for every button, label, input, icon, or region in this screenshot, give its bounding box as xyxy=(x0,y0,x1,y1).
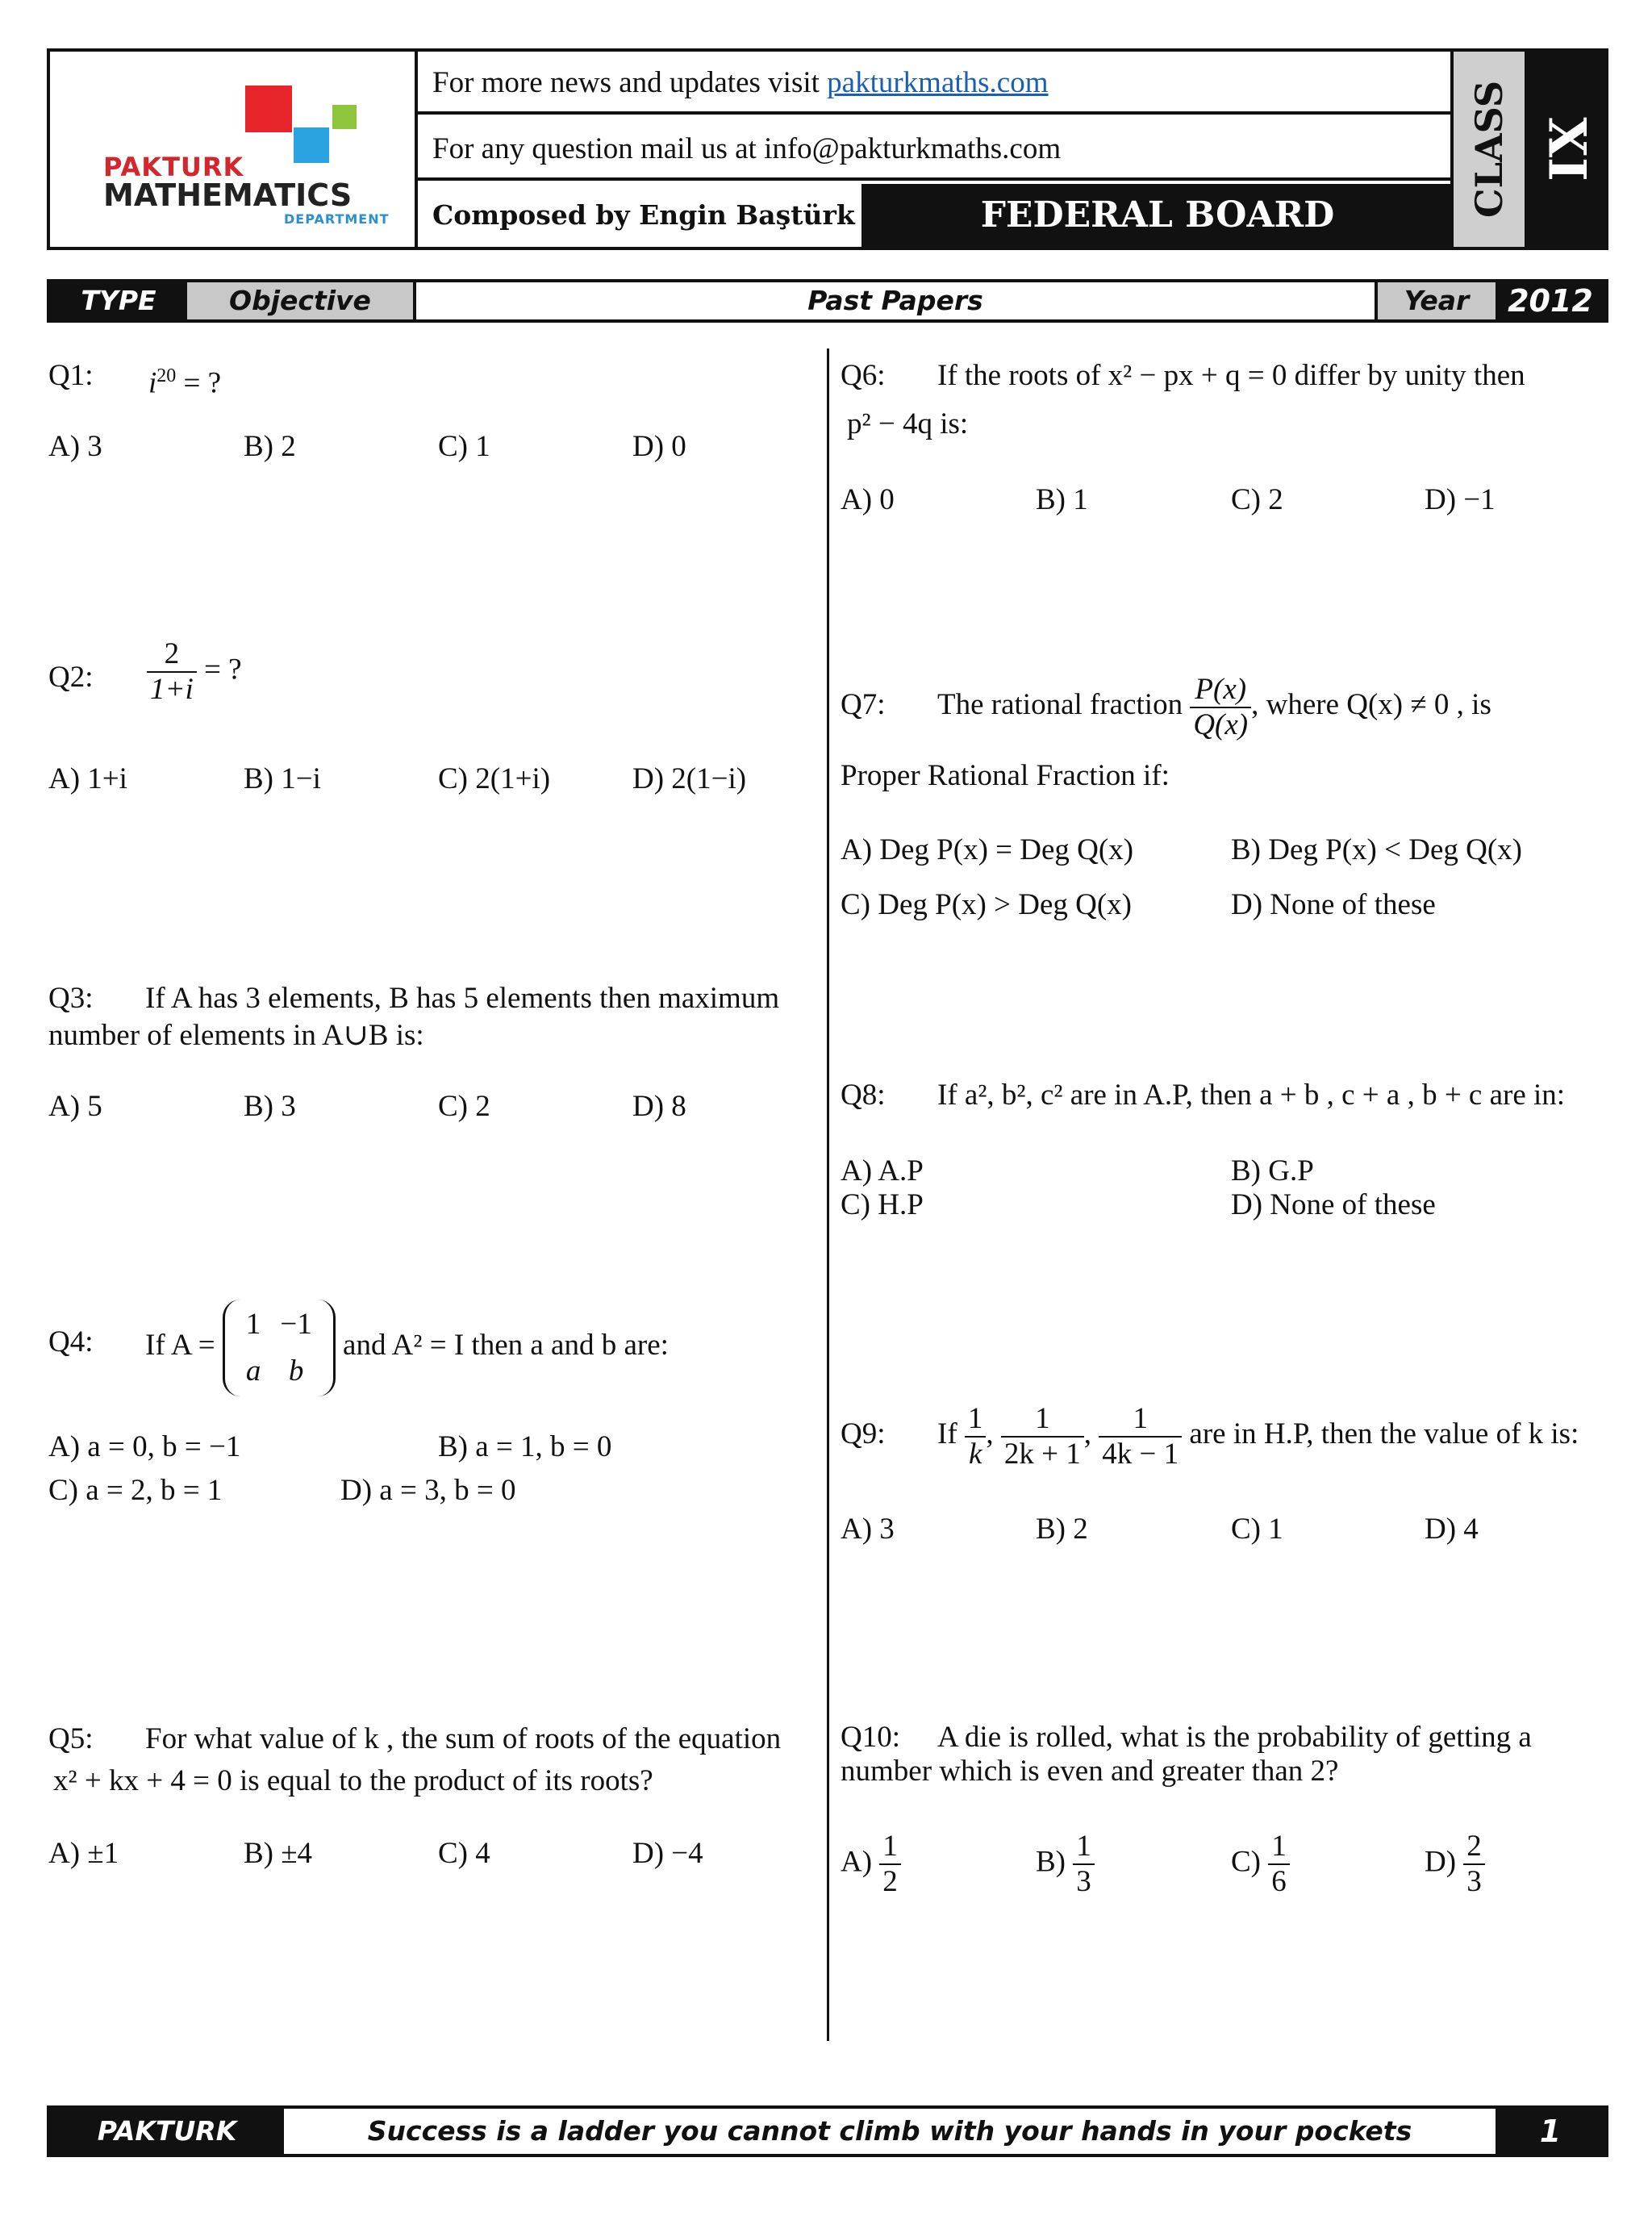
q7-line2: Proper Rational Fraction if: xyxy=(841,759,1170,792)
q9-option-c[interactable]: C) 1 xyxy=(1231,1513,1283,1546)
q2-option-b[interactable]: B) 1−i xyxy=(244,762,321,795)
q1-option-b[interactable]: B) 2 xyxy=(244,430,296,463)
news-row xyxy=(418,52,1450,115)
class-label: CLASS xyxy=(1467,80,1511,219)
q4-option-d[interactable]: D) a = 3, b = 0 xyxy=(340,1474,516,1507)
board-title: FEDERAL BOARD xyxy=(865,184,1450,247)
q3-label: Q3: xyxy=(48,982,94,1015)
q5-option-d[interactable]: D) −4 xyxy=(632,1837,703,1870)
q7-option-a[interactable]: A) Deg P(x) = Deg Q(x) xyxy=(841,833,1134,866)
q8-option-c[interactable]: C) H.P xyxy=(841,1188,924,1221)
year-label: Year xyxy=(1375,282,1496,319)
type-bar xyxy=(47,279,1608,323)
q8-label: Q8: xyxy=(841,1079,886,1112)
q2-label: Q2: xyxy=(48,661,94,694)
logo-text-pakturk: PAKTURK xyxy=(103,152,244,182)
logo-text-mathematics: MATHEMATICS xyxy=(103,177,353,213)
page-footer xyxy=(47,2105,1608,2157)
q10-line1: A die is rolled, what is the probability of getting a xyxy=(937,1721,1532,1754)
type-center: Past Papers xyxy=(807,285,983,316)
q2-option-d[interactable]: D) 2(1−i) xyxy=(632,762,747,795)
logo-green-square xyxy=(332,105,357,129)
logo-red-square xyxy=(245,86,292,132)
q5-option-a[interactable]: A) ±1 xyxy=(48,1837,119,1870)
q5-line1: For what value of k , the sum of roots of the equation xyxy=(145,1722,782,1755)
q10-line2: number which is even and greater than 2? xyxy=(841,1755,1339,1788)
q10-option-c[interactable]: C) $\frac{1}{6}$ xyxy=(1231,1830,1290,1899)
q1-option-d[interactable]: D) 0 xyxy=(632,430,686,463)
header-info xyxy=(418,52,1450,247)
page-number: 1 xyxy=(1496,2109,1605,2154)
class-value: XI xyxy=(1536,117,1597,182)
q9-option-d[interactable]: D) 4 xyxy=(1425,1513,1479,1546)
q1-label: Q1: xyxy=(48,359,94,392)
q5-label: Q5: xyxy=(48,1722,94,1755)
logo xyxy=(50,52,418,247)
q5-option-c[interactable]: C) 4 xyxy=(438,1837,490,1870)
q4-label: Q4: xyxy=(48,1325,94,1358)
q8-line1: If a², b², c² are in A.P, then a + b , c + a , b + c are in: xyxy=(937,1079,1566,1112)
q10-option-d[interactable]: D) $\frac{2}{3}$ xyxy=(1425,1830,1485,1899)
q4-option-c[interactable]: C) a = 2, b = 1 xyxy=(48,1474,223,1507)
q3-option-b[interactable]: B) 3 xyxy=(244,1090,296,1123)
q10-option-a[interactable]: A) $\frac{1}{2}$ xyxy=(841,1830,901,1899)
news-link[interactable]: pakturkmaths.com xyxy=(827,66,1049,99)
q4-option-b[interactable]: B) a = 1, b = 0 xyxy=(438,1430,612,1463)
news-text: For more news and updates visit xyxy=(432,66,828,99)
q3-line2: number of elements in A∪B is: xyxy=(48,1019,424,1052)
composed-by: Composed by Engin Baştürk xyxy=(418,184,865,247)
q10-label: Q10: xyxy=(841,1721,900,1754)
mail-row xyxy=(418,118,1450,181)
q2-option-a[interactable]: A) 1+i xyxy=(48,762,127,795)
column-divider xyxy=(827,348,829,2041)
q6-option-d[interactable]: D) −1 xyxy=(1425,483,1496,516)
q8-option-b[interactable]: B) G.P xyxy=(1231,1154,1314,1187)
q9-stem: If $\frac{1}{k}$ , $\frac{1}{2k + 1}$ , $\frac{1}{4k - 1}$ are in H.P, then the value of k is: xyxy=(937,1401,1579,1471)
type-label: TYPE xyxy=(50,282,187,319)
q3-option-c[interactable]: C) 2 xyxy=(438,1090,490,1123)
q4-stem: If A = 1 −1 a b and A² = I then a and b are: xyxy=(145,1297,669,1396)
q8-option-a[interactable]: A) A.P xyxy=(841,1154,924,1187)
q10-option-b[interactable]: B) $\frac{1}{3}$ xyxy=(1036,1830,1095,1899)
q7-fraction: $\frac{P(x)}{Q(x)}$ xyxy=(1190,673,1251,742)
q2-stem: $\frac{2}{1+i}$ = ? xyxy=(147,637,242,707)
q4-matrix: 1 −1 a b xyxy=(223,1300,336,1396)
q6-label: Q6: xyxy=(841,359,886,392)
class-value-cell xyxy=(1528,52,1605,247)
logo-text-department: DEPARTMENT xyxy=(284,211,390,227)
q4-option-a[interactable]: A) a = 0, b = −1 xyxy=(48,1430,241,1463)
q7-label: Q7: xyxy=(841,688,886,721)
q9-option-b[interactable]: B) 2 xyxy=(1036,1513,1088,1546)
q7-option-c[interactable]: C) Deg P(x) > Deg Q(x) xyxy=(841,888,1132,921)
q1-option-c[interactable]: C) 1 xyxy=(438,430,490,463)
q7-option-b[interactable]: B) Deg P(x) < Deg Q(x) xyxy=(1231,833,1522,866)
q3-option-a[interactable]: A) 5 xyxy=(48,1090,102,1123)
composed-row xyxy=(418,184,1450,247)
q1-option-a[interactable]: A) 3 xyxy=(48,430,102,463)
q3-option-d[interactable]: D) 8 xyxy=(632,1090,686,1123)
year-value: 2012 xyxy=(1496,282,1605,319)
q9-label: Q9: xyxy=(841,1417,886,1450)
q5-line2: x² + kx + 4 = 0 is equal to the product of its roots? xyxy=(53,1764,653,1797)
q7-stem: The rational fraction $\frac{P(x)}{Q(x)}$ , where Q(x) ≠ 0 , is xyxy=(937,672,1491,741)
mail-text: For any question mail us at info@pakturkmaths.com xyxy=(432,132,1062,165)
page-header xyxy=(47,48,1608,250)
footer-brand: PAKTURK xyxy=(50,2109,284,2154)
q5-option-b[interactable]: B) ±4 xyxy=(244,1837,313,1870)
q6-option-a[interactable]: A) 0 xyxy=(841,483,895,516)
q6-line2: p² − 4q is: xyxy=(847,407,969,440)
q7-option-d[interactable]: D) None of these xyxy=(1231,888,1436,921)
logo-blue-square xyxy=(294,127,329,163)
class-label-cell xyxy=(1450,52,1528,247)
footer-motto: Success is a ladder you cannot climb with your hands in your pockets xyxy=(367,2115,1412,2147)
q8-option-d[interactable]: D) None of these xyxy=(1231,1188,1436,1221)
q1-stem: $i^{20}$ = ? xyxy=(148,365,222,400)
q2-option-c[interactable]: C) 2(1+i) xyxy=(438,762,551,795)
q6-line1: If the roots of x² − px + q = 0 differ by unity then xyxy=(937,359,1525,392)
q6-option-b[interactable]: B) 1 xyxy=(1036,483,1088,516)
q6-option-c[interactable]: C) 2 xyxy=(1231,483,1283,516)
q3-line1: If A has 3 elements, B has 5 elements then maximum xyxy=(145,982,780,1015)
type-value: Objective xyxy=(187,282,416,319)
q9-option-a[interactable]: A) 3 xyxy=(841,1513,895,1546)
